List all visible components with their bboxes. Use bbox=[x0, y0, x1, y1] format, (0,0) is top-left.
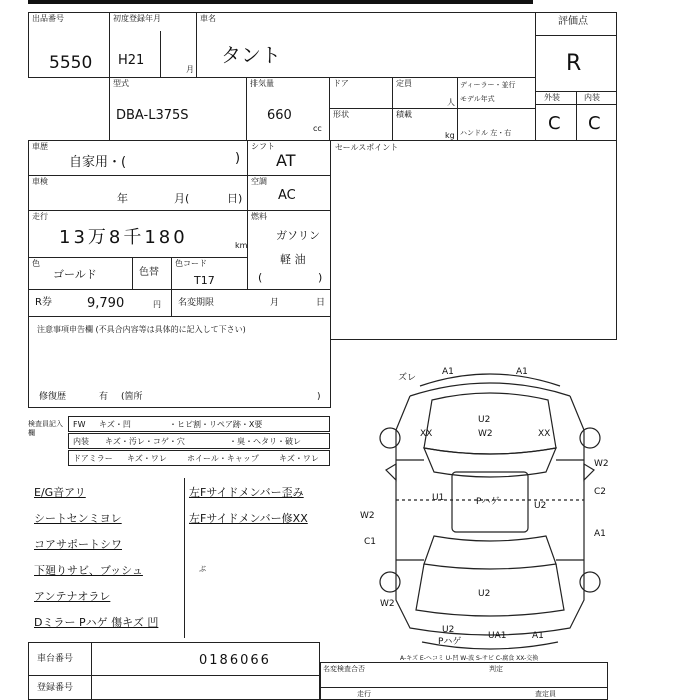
top-strip-bar bbox=[28, 0, 533, 4]
mileage-label: 走行 bbox=[32, 212, 48, 221]
handle-box bbox=[457, 108, 536, 141]
repair-place: (箇所 bbox=[121, 392, 143, 402]
diag-mark-4: XX bbox=[420, 429, 433, 439]
remark-left-6: Dミラー Pハゲ 傷キズ 凹 bbox=[34, 616, 159, 629]
legend: A-キズ E-ヘコミ U-凹 W-波 S-サビ C-腐食 XX-交換 bbox=[400, 655, 539, 662]
mileage-footer-label: 走行 bbox=[357, 690, 371, 698]
chassis-label: 車台番号 bbox=[37, 654, 74, 664]
inspection-day: 日) bbox=[227, 192, 243, 205]
inspection-year: 年 bbox=[117, 192, 128, 205]
capacity-box bbox=[392, 77, 458, 109]
lot-number-label: 出品番号 bbox=[32, 14, 64, 23]
door-box bbox=[329, 77, 393, 109]
color-value: ゴールド bbox=[53, 268, 97, 281]
first-reg-month-unit: 月 bbox=[186, 65, 194, 74]
mileage-box bbox=[28, 210, 248, 258]
color-change-box bbox=[132, 257, 172, 290]
usage-value: 自家用・( bbox=[69, 155, 127, 170]
grade-divider-vert bbox=[576, 91, 577, 141]
car-name-label: 車名 bbox=[200, 14, 216, 23]
capacity-unit: 人 bbox=[447, 98, 455, 107]
checklist-r3-c2: キズ・ワレ bbox=[127, 454, 167, 463]
name-change-month: 月 bbox=[270, 298, 280, 308]
remark-left-3: コアサポートシワ bbox=[34, 538, 122, 551]
color-box bbox=[28, 257, 133, 290]
checklist-row2 bbox=[68, 433, 330, 449]
diag-mark-12: C2 bbox=[594, 487, 607, 497]
notes-box bbox=[28, 316, 331, 408]
first-reg-era: H21 bbox=[118, 53, 145, 68]
repair-label: 修復歴 bbox=[39, 392, 67, 402]
recycle-box bbox=[28, 289, 172, 317]
fuel-paren-close: ) bbox=[318, 271, 323, 284]
shift-label: シフト bbox=[251, 142, 275, 151]
inspection-label: 車検 bbox=[32, 177, 48, 186]
chassis-divider bbox=[91, 643, 92, 675]
lot-number-box bbox=[28, 12, 110, 78]
sales-point-label: セールスポイント bbox=[335, 143, 399, 152]
inspect-divider-h bbox=[321, 687, 607, 688]
reg-box bbox=[28, 675, 320, 700]
diag-mark-20: UA1 bbox=[488, 631, 507, 641]
lot-number-value: 5550 bbox=[49, 53, 93, 73]
diag-mark-15: A1 bbox=[594, 529, 606, 539]
diag-mark-14: C1 bbox=[364, 537, 377, 547]
fuel-paren-open: ( bbox=[258, 271, 263, 284]
diag-mark-6: U2 bbox=[478, 415, 491, 425]
displacement-label: 排気量 bbox=[250, 79, 274, 88]
shape-label: 形状 bbox=[333, 110, 349, 119]
diag-mark-17: W2 bbox=[380, 599, 395, 609]
checklist-r3-c4: キズ・ワレ bbox=[279, 454, 319, 463]
notes-label: 注意事項申告欄 (不具合内容等は具体的に記入して下さい) bbox=[37, 325, 246, 334]
chassis-value: 0186066 bbox=[199, 653, 271, 668]
diag-mark-9: U1 bbox=[432, 493, 445, 503]
diag-mark-11: U2 bbox=[534, 501, 547, 511]
name-change-day: 日 bbox=[316, 298, 326, 308]
model-value: DBA-L375S bbox=[116, 108, 189, 123]
checklist-r1-c2: キズ・凹 bbox=[99, 420, 131, 429]
entry-footer-label: 査定員 bbox=[535, 690, 556, 698]
interior-value: C bbox=[588, 113, 601, 134]
inspect-footer-label: 名変検査合否 bbox=[323, 665, 365, 673]
recycle-value: 9,790 bbox=[87, 296, 125, 311]
checklist-r3-c3: ホイール・キャップ bbox=[187, 454, 259, 463]
diag-mark-7: W2 bbox=[478, 429, 493, 439]
name-change-box bbox=[171, 289, 331, 317]
load-label: 積載 bbox=[396, 110, 412, 119]
car-name-box bbox=[196, 12, 536, 78]
load-unit: kg bbox=[445, 131, 455, 140]
displacement-value: 660 bbox=[267, 108, 292, 123]
chassis-box bbox=[28, 642, 320, 676]
color-code-box bbox=[171, 257, 248, 290]
first-reg-label: 初度登録年月 bbox=[113, 14, 161, 23]
checklist bbox=[28, 414, 330, 470]
repair-value: 有 bbox=[99, 392, 109, 402]
recycle-unit: 円 bbox=[153, 300, 161, 309]
checklist-row3 bbox=[68, 450, 330, 466]
grade-value: R bbox=[566, 51, 582, 76]
ac-value: AC bbox=[278, 188, 296, 203]
model-label: 型式 bbox=[113, 79, 129, 88]
diag-mark-5: XX bbox=[538, 429, 551, 439]
name-change-label: 名変期限 bbox=[178, 298, 215, 308]
grade-divider-top bbox=[536, 35, 616, 36]
remarks-right bbox=[184, 478, 335, 638]
reg-label: 登録番号 bbox=[37, 683, 74, 693]
mileage-unit: km bbox=[235, 241, 248, 250]
first-reg-divider bbox=[160, 31, 161, 77]
usage-box bbox=[28, 140, 248, 176]
car-diagram bbox=[350, 360, 630, 650]
inspect-footer-box bbox=[320, 662, 608, 700]
fuel-value: ガソリン bbox=[276, 229, 320, 242]
judge-label: 判定 bbox=[489, 665, 503, 673]
color-label: 色 bbox=[32, 259, 40, 268]
grade-label: 評価点 bbox=[558, 16, 588, 27]
shift-box bbox=[247, 140, 331, 176]
displacement-box bbox=[246, 77, 330, 141]
remark-right-1: 左Fサイドメンバー歪み bbox=[189, 486, 304, 499]
color-code-value: T17 bbox=[194, 274, 215, 287]
diag-mark-1: ズレ bbox=[398, 373, 417, 383]
diag-mark-21: A1 bbox=[532, 631, 544, 641]
top-strip bbox=[28, 0, 533, 10]
checklist-r1-c3: ・ヒビ割・リペア跡・X要 bbox=[169, 420, 263, 429]
diag-mark-8: W2 bbox=[594, 459, 609, 469]
inspection-box bbox=[28, 175, 248, 211]
remark-left-1: E/G音アリ bbox=[34, 486, 86, 499]
remark-left-4: 下廻りサビ、ブッシュ bbox=[34, 564, 143, 577]
exterior-label: 外装 bbox=[544, 93, 560, 102]
door-label: ドア bbox=[333, 79, 349, 88]
diag-mark-18: U2 bbox=[442, 625, 455, 635]
fuel-label: 燃料 bbox=[251, 212, 267, 221]
remark-left-5: アンテナオラレ bbox=[34, 590, 111, 603]
car-name-value: タント bbox=[221, 43, 281, 67]
remark-left-2: シートセンミヨレ bbox=[34, 512, 122, 525]
displacement-unit: cc bbox=[313, 124, 322, 133]
diag-mark-16: U2 bbox=[478, 589, 491, 599]
inspection-month: 月( bbox=[174, 192, 190, 205]
checklist-r2-c1: 内装 bbox=[73, 437, 89, 446]
usage-close: ) bbox=[235, 151, 241, 166]
checklist-r2-c3: ・臭・ヘタリ・破レ bbox=[229, 437, 301, 446]
exterior-value: C bbox=[548, 113, 561, 134]
remark-right-2: 左Fサイドメンバー修XX bbox=[189, 512, 308, 525]
mileage-value: 13万8千180 bbox=[59, 227, 188, 248]
dealer-label: ディーラー・並行 bbox=[460, 81, 516, 89]
dealer-box bbox=[457, 77, 536, 109]
repair-close: ) bbox=[317, 392, 321, 402]
shape-box bbox=[329, 108, 393, 141]
fuel-light: 軽 油 bbox=[280, 253, 306, 266]
handle-label: ハンドル 左・右 bbox=[460, 129, 512, 137]
ac-label: 空調 bbox=[251, 177, 267, 186]
checklist-r3-c1: ドアミラー bbox=[73, 454, 113, 463]
usage-label: 車歴 bbox=[32, 142, 48, 151]
diag-mark-3: A1 bbox=[516, 367, 528, 377]
interior-label: 内装 bbox=[584, 93, 600, 102]
remarks-left bbox=[30, 478, 180, 638]
diag-mark-19: Pハゲ bbox=[438, 637, 462, 647]
fuel-box bbox=[247, 210, 331, 290]
load-box bbox=[392, 108, 458, 141]
diag-mark-10: Pハゲ bbox=[476, 497, 500, 507]
color-code-label: 色コード bbox=[175, 259, 207, 268]
checklist-r1-c1: FW bbox=[73, 420, 86, 429]
sales-point-box bbox=[330, 140, 617, 340]
grade-box bbox=[535, 12, 617, 142]
checklist-row1 bbox=[68, 416, 330, 432]
remark-right-3: ぶ bbox=[199, 565, 206, 573]
capacity-label: 定員 bbox=[396, 79, 412, 88]
reg-divider bbox=[91, 676, 92, 700]
checklist-inspector-label: 検査員記入欄 bbox=[28, 420, 63, 437]
ac-box bbox=[247, 175, 331, 211]
first-reg-box bbox=[109, 12, 197, 78]
checklist-r2-c2: キズ・汚レ・コゲ・穴 bbox=[105, 437, 185, 446]
model-year-label: モデル年式 bbox=[460, 95, 495, 103]
diag-mark-2: A1 bbox=[442, 367, 454, 377]
shift-value: AT bbox=[276, 151, 296, 170]
recycle-label: R券 bbox=[35, 297, 52, 308]
model-box bbox=[109, 77, 247, 141]
diag-mark-13: W2 bbox=[360, 511, 375, 521]
color-change-label: 色替 bbox=[139, 267, 159, 278]
